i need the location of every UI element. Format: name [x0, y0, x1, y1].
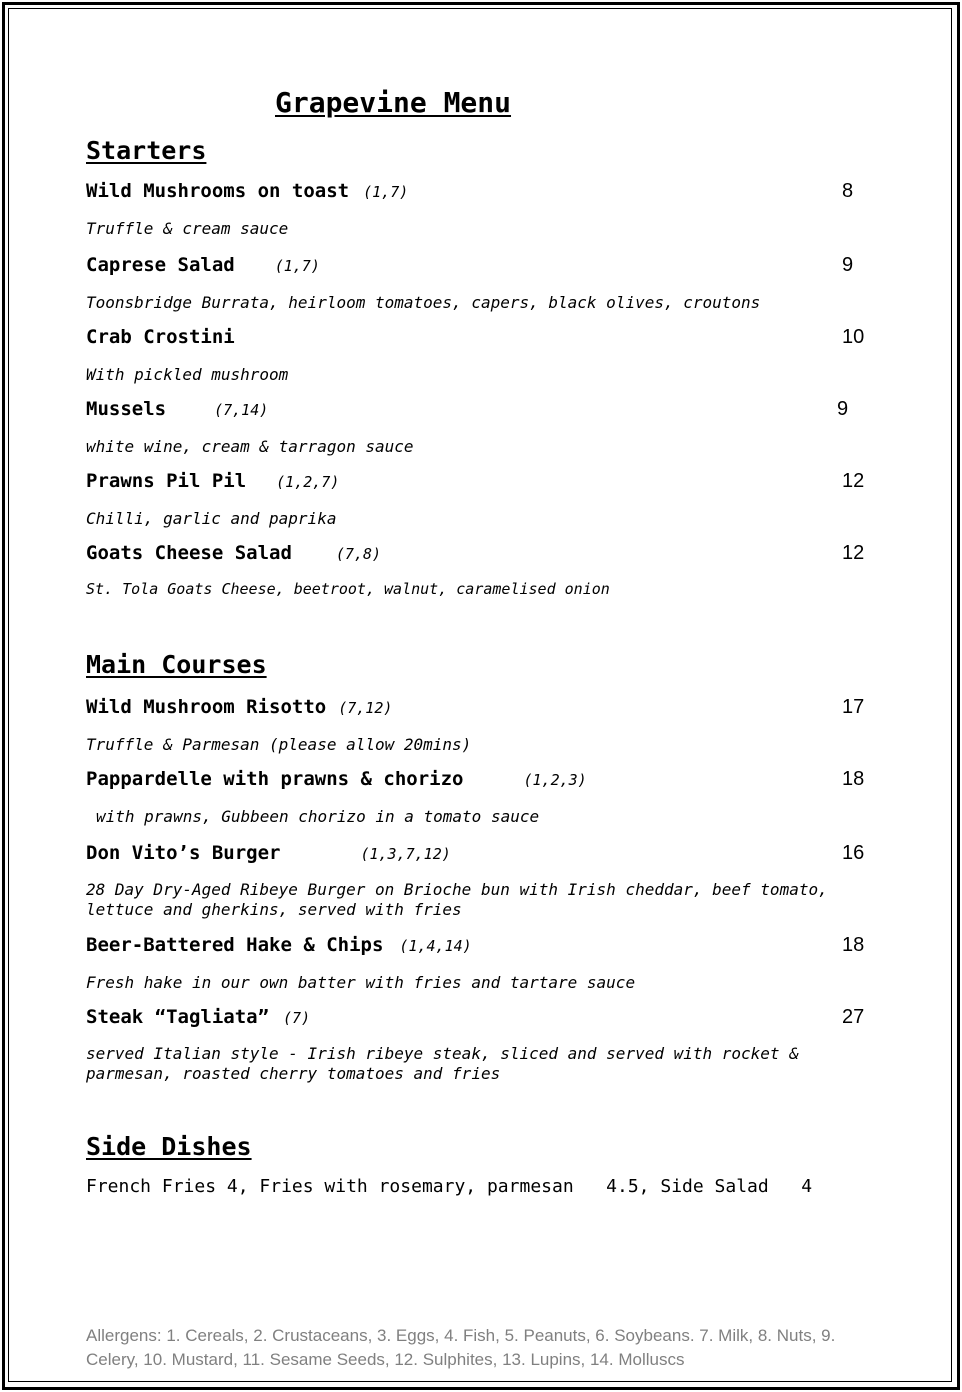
starter-name: [86, 326, 235, 348]
menu-title: Grapevine Menu: [275, 86, 512, 119]
allergen-codes: (7,12): [338, 699, 393, 717]
dish-title: Caprese Salad: [86, 254, 235, 276]
allergen-legend: Allergens: 1. Cereals, 2. Crustaceans, 3. Eggs, 4. Fish, 5. Peanuts, 6. Soybeans. 7. Milk, 8. Nuts, 9. Celery, 10. Mustard, 11. Sesame Seeds, 12. Sulphites, 13. Lupins, 14. Molluscs: [86, 1326, 836, 1369]
allergen-codes: (1,7): [363, 183, 409, 201]
allergen-codes: (1,7): [274, 257, 320, 275]
main-name: [86, 842, 451, 864]
main-description: served Italian style - Irish ribeye steak, sliced and served with rocket & parmesan, roasted cherry tomatoes and fries: [86, 1044, 799, 1083]
main-description: 28 Day Dry-Aged Ribeye Burger on Brioche bun with Irish cheddar, beef tomato, lettuce and gherkins, served with fries: [86, 880, 828, 919]
mains-heading: Main Courses: [86, 650, 267, 679]
dish-title: Prawns Pil Pil: [86, 470, 247, 492]
main-price: 27: [842, 1006, 865, 1028]
dish-title: Wild Mushroom Risotto: [86, 696, 327, 718]
main-description: Truffle & Parmesan (please allow 20mins): [86, 735, 472, 754]
allergen-codes: (1,4,14): [399, 937, 472, 955]
allergen-codes: (1,2,7): [276, 473, 340, 491]
allergen-codes: (7): [283, 1009, 311, 1027]
allergen-codes: (1,2,3): [523, 771, 587, 789]
allergen-codes: (7,14): [214, 401, 269, 419]
dish-title: Pappardelle with prawns & chorizo: [86, 768, 464, 790]
starter-name: [86, 542, 381, 564]
main-name: [86, 768, 587, 790]
sides-heading: Side Dishes: [86, 1132, 252, 1161]
starter-description: Toonsbridge Burrata, heirloom tomatoes, capers, black olives, croutons: [86, 293, 761, 312]
starter-name: [86, 470, 339, 492]
starter-description: Truffle & cream sauce: [86, 219, 289, 238]
main-price: 18: [842, 768, 865, 790]
main-price: 16: [842, 842, 865, 864]
dish-title: Beer-Battered Hake & Chips: [86, 934, 384, 956]
allergen-codes: (1,3,7,12): [360, 845, 451, 863]
starter-name: [86, 398, 268, 420]
main-name: [86, 696, 392, 718]
starter-price: 12: [842, 542, 865, 564]
starter-name: [86, 180, 408, 202]
main-name: [86, 934, 472, 956]
main-price: 18: [842, 934, 865, 956]
sides-list: French Fries 4, Fries with rosemary, parmesan 4.5, Side Salad 4: [86, 1176, 813, 1197]
starter-name: [86, 254, 320, 276]
starters-heading: Starters: [86, 136, 207, 165]
starter-price: 8: [842, 180, 854, 202]
starter-description: Chilli, garlic and paprika: [86, 509, 337, 528]
dish-title: Mussels: [86, 398, 167, 420]
dish-title: Crab Crostini: [86, 326, 235, 348]
starter-description: St. Tola Goats Cheese, beetroot, walnut, caramelised onion: [86, 580, 610, 598]
main-description: with prawns, Gubbeen chorizo in a tomato sauce: [96, 807, 540, 826]
main-price: 17: [842, 696, 865, 718]
starter-price: 9: [842, 254, 854, 276]
starter-description: With pickled mushroom: [86, 365, 289, 384]
starter-description: white wine, cream & tarragon sauce: [86, 437, 414, 456]
starter-price: 10: [842, 326, 865, 348]
starter-price: 12: [842, 470, 865, 492]
main-description: Fresh hake in our own batter with fries and tartare sauce: [86, 973, 636, 992]
dish-title: Don Vito’s Burger: [86, 842, 281, 864]
main-name: [86, 1006, 310, 1028]
allergen-codes: (7,8): [335, 545, 382, 563]
dish-title: Steak “Tagliata”: [86, 1006, 270, 1028]
starter-price: 9: [837, 398, 849, 420]
dish-title: Goats Cheese Salad: [86, 542, 292, 564]
dish-title: Wild Mushrooms on toast: [86, 180, 350, 202]
